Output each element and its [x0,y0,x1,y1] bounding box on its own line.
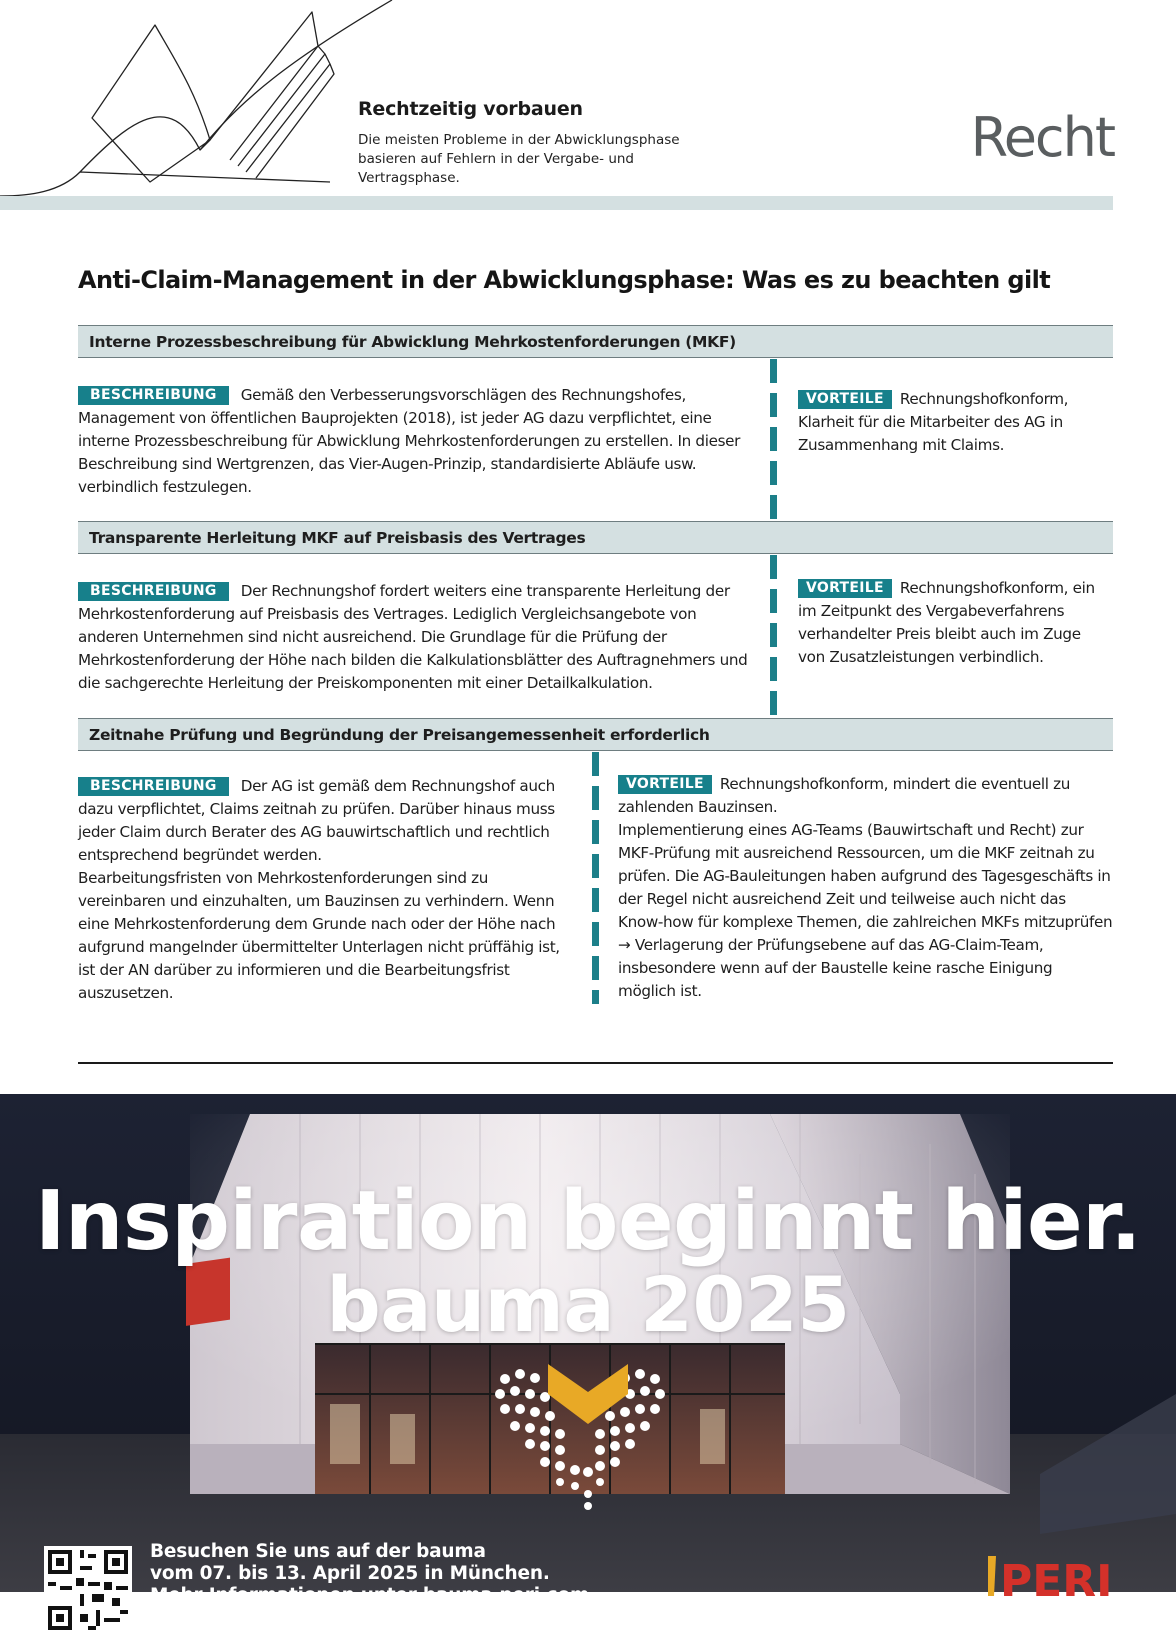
ad-subheadline: bauma 2025 [326,1260,850,1349]
open-book-line-art-icon [0,0,400,200]
description-badge: BESCHREIBUNG [78,582,229,601]
advertisement [0,1094,1176,1607]
advantages-body: Rechnungshofkonform, ein im Zeitpunkt des Vergabeverfahrens verhandelter Preis bleibt auch im Zuge von Zusatzleistungen verbindlich. [798,579,1095,666]
ad-info-line-3: Mehr Informationen unter bauma.peri.com [150,1585,590,1606]
ad-headline: Inspiration beginnt hier. [35,1174,1141,1269]
peri-logo [988,1556,1138,1607]
advantages-badge: VORTEILE [798,390,892,409]
description-badge: BESCHREIBUNG [78,386,229,405]
peri-logo-text: PERI [1000,1556,1113,1607]
advantages-text [798,577,1104,669]
advantages-text [618,773,1114,1003]
advantages-body-2: Implementierung eines AG-Teams (Bauwirtschaft und Recht) zur MKF-Prüfung mit ausreichend Ressourcen, um die MKF zeitnah zu prüfen. Die AG-Bauleitungen haben aufgrund des Tagesgeschäfts in der Regel nicht ausreichend Zeit und teilweise auch nicht das Know-how für komplexe Themen, die zahlreichen MKFs mitzuprüfen → Verlagerung der Prüfungsebene auf das AG-Claim-Team, insbesondere wenn auf der Baustelle keine rasche Einigung möglich ist. [618,821,1113,1000]
description-body: Der Rechnungshof fordert weiters eine transparente Herleitung der Mehrkostenforderung auf Preisbasis des Vertrages. Lediglich Vergleichsangebote von anderen Unternehmen sind nicht ausreichend. Die Grundlage für die Prüfung der Mehrkostenforderung der Höhe nach bilden die Kalkulationsblätter des Auftragnehmers und die sachgerechte Herleitung der Preiskomponenten mit einer Detailkalkulation. [78,582,748,692]
advantages-text [798,388,1088,457]
description-text [78,580,754,695]
header-band [0,196,1113,210]
ad-info-line-2: vom 07. bis 13. April 2025 in München. [150,1563,550,1584]
section-name: Recht [970,106,1114,169]
description-body: Der AG ist gemäß dem Rechnungshof auch dazu verpflichtet, Claims zeitnah zu prüfen. Darüber hinaus muss jeder Claim durch Berater des AG bauwirtschaftlich und rechtlich entsprechend begründet werden. [78,777,555,864]
column-divider [770,555,777,717]
row-heading: Transparente Herleitung MKF auf Preisbasis des Vertrages [78,521,1113,554]
ad-info-text [150,1541,589,1607]
description-text [78,384,748,499]
row-heading: Interne Prozessbeschreibung für Abwicklung Mehrkostenforderungen (MKF) [78,325,1113,358]
article-end-rule [78,1062,1113,1064]
kicker-text: Die meisten Probleme in der Abwicklungsphase basieren auf Fehlern in der Vergabe- und Vertragsphase. [358,132,680,186]
description-body-2: Bearbeitungsfristen von Mehrkostenforderungen sind zu vereinbaren und einzuhalten, um Bauzinsen zu verhindern. Wenn eine Mehrkostenforderung dem Grunde nach oder der Höhe nach aufgrund mangelnder übermittelter Unterlagen nicht prüffähig ist, ist der AN darüber zu informieren und die Bearbeitungsfrist auszusetzen. [78,869,560,1002]
advantages-body: Rechnungshofkonform, Klarheit für die Mitarbeiter des AG in Zusammenhang mit Claims. [798,390,1069,454]
kicker-title: Rechtzeitig vorbauen [358,98,583,120]
article-title: Anti-Claim-Management in der Abwicklungsphase: Was es zu beachten gilt [78,266,1051,294]
ad-info-line-1: Besuchen Sie uns auf der bauma [150,1541,486,1562]
description-badge: BESCHREIBUNG [78,777,229,796]
qr-code-icon[interactable] [44,1546,132,1634]
row-heading: Zeitnahe Prüfung und Begründung der Preisangemessenheit erforderlich [78,718,1113,751]
column-divider [592,752,599,1004]
column-divider [770,359,777,519]
advantages-body: Rechnungshofkonform, mindert die eventuell zu zahlenden Bauzinsen. [618,775,1071,816]
advantages-badge: VORTEILE [798,579,892,598]
description-text [78,775,576,1005]
advantages-badge: VORTEILE [618,775,712,794]
description-body: Gemäß den Verbesserungsvorschlägen des Rechnungshofes, Management von öffentlichen Bauprojekten (2018), ist jeder AG dazu verpflichtet, eine interne Prozessbeschreibung für Abwicklung Mehrkostenforderungen zu erstellen. In dieser Beschreibung sind Wertgrenzen, das Vier-Augen-Prinzip, standardisierte Abläufe usw. verbindlich festzulegen. [78,386,741,496]
